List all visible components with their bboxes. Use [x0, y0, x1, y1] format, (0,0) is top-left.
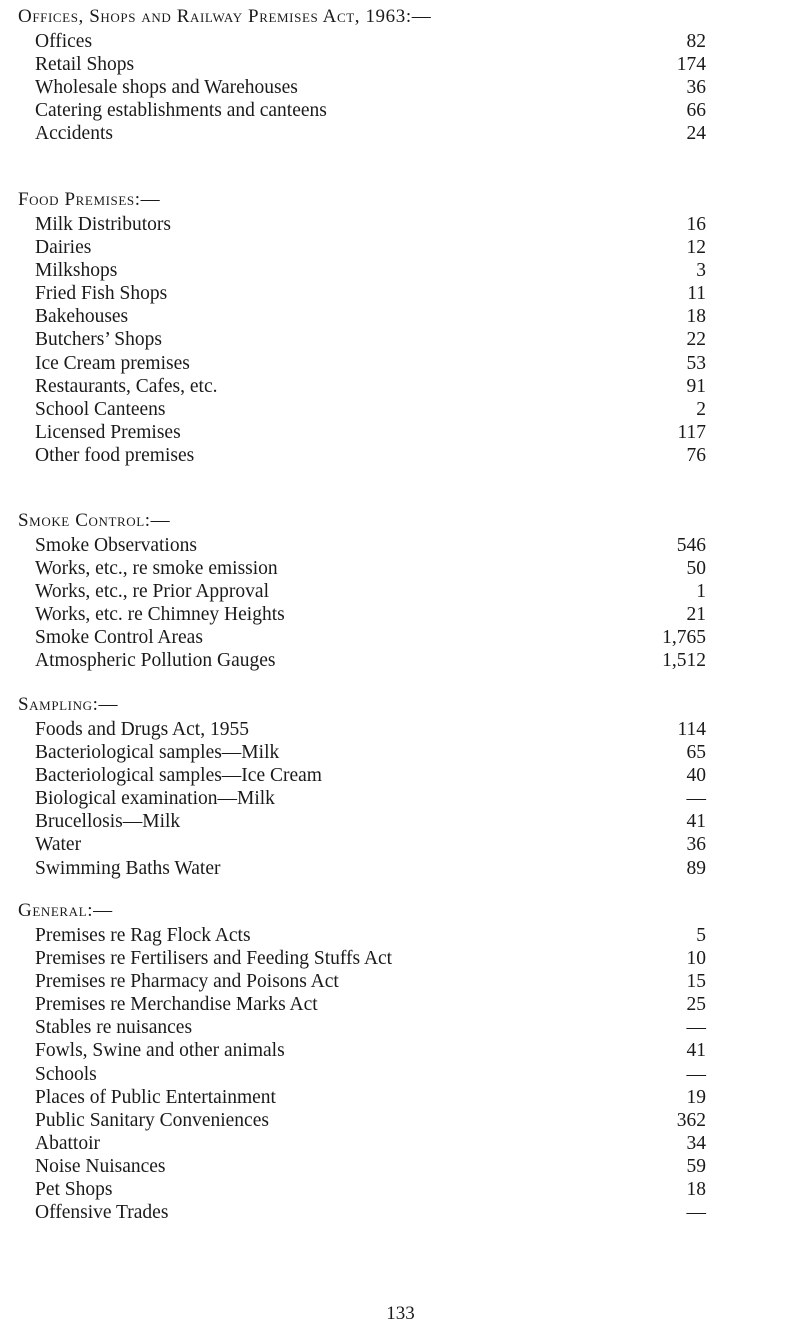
- row-label: Bakehouses: [35, 306, 129, 328]
- table-row: [18, 444, 718, 467]
- row-value: 36: [686, 77, 706, 99]
- row-label: School Canteens: [35, 398, 166, 420]
- row-value: 34: [686, 1132, 706, 1154]
- row-label: Premises re Merchandise Marks Act: [35, 994, 318, 1016]
- row-label: Works, etc., re smoke emission: [35, 558, 278, 580]
- row-value: 19: [686, 1086, 706, 1108]
- row-label: Premises re Pharmacy and Poisons Act: [35, 971, 339, 993]
- row-value: 36: [686, 834, 706, 856]
- table-row: [18, 718, 718, 741]
- table-row: [18, 833, 718, 856]
- table-row: [18, 1039, 718, 1062]
- row-label: Catering establishments and canteens: [35, 100, 327, 122]
- table-row: [18, 1155, 718, 1178]
- row-label: Butchers’ Shops: [35, 329, 162, 351]
- row-label: Restaurants, Cafes, etc.: [35, 375, 218, 397]
- table-row: [18, 580, 718, 603]
- row-label: Water: [35, 834, 82, 856]
- table-row: [18, 259, 718, 282]
- table-row: [18, 649, 718, 672]
- table-row: [18, 213, 718, 236]
- row-label: Brucellosis—Milk: [35, 811, 181, 833]
- row-value: 82: [686, 31, 706, 52]
- table-row: [18, 626, 718, 649]
- row-label: Smoke Observations: [35, 535, 197, 556]
- table-row: [18, 857, 718, 880]
- row-label: Premises re Fertilisers and Feeding Stuffs Act: [35, 948, 393, 970]
- table-row: [18, 282, 718, 305]
- row-label: Fried Fish Shops: [35, 283, 168, 305]
- row-value: 1,765: [662, 627, 706, 649]
- table-row: [18, 53, 718, 76]
- table-row: [18, 398, 718, 421]
- row-value: 18: [686, 306, 706, 328]
- table-row: [18, 1016, 718, 1039]
- row-label: Works, etc. re Chimney Heights: [35, 604, 285, 626]
- row-value: 91: [686, 375, 706, 397]
- section-heading: Food Premises:—: [18, 189, 161, 210]
- row-value: 21: [686, 604, 706, 626]
- table-row: [18, 603, 718, 626]
- row-value: 22: [686, 329, 706, 351]
- row-label: Atmospheric Pollution Gauges: [35, 650, 276, 672]
- row-label: Noise Nuisances: [35, 1155, 166, 1177]
- table-row: [18, 741, 718, 764]
- table-row: [18, 76, 718, 99]
- row-value: —: [686, 1063, 706, 1085]
- row-value: 53: [686, 352, 706, 374]
- row-label: Stables re nuisances: [35, 1017, 193, 1039]
- row-value: 16: [686, 214, 706, 235]
- table-row: [18, 787, 718, 810]
- row-value: 10: [686, 948, 706, 970]
- row-value: 5: [696, 925, 706, 946]
- row-label: Ice Cream premises: [35, 352, 190, 374]
- table-row: [18, 993, 718, 1016]
- section-general: [18, 898, 718, 1224]
- row-value: 40: [686, 765, 706, 787]
- row-label: Milkshops: [35, 260, 118, 282]
- table-row: [18, 1063, 718, 1086]
- row-label: Biological examination—Milk: [35, 788, 275, 810]
- row-value: 18: [686, 1179, 706, 1201]
- row-value: 2: [696, 398, 706, 420]
- row-value: 76: [686, 444, 706, 466]
- row-value: 89: [686, 857, 706, 879]
- row-label: Pet Shops: [35, 1179, 113, 1201]
- section-food-premises: [18, 187, 718, 467]
- row-value: 24: [686, 123, 706, 145]
- row-value: 1,512: [662, 650, 706, 672]
- row-label: Retail Shops: [35, 54, 135, 76]
- row-label: Foods and Drugs Act, 1955: [35, 719, 249, 740]
- row-value: 65: [686, 742, 706, 764]
- row-value: 15: [686, 971, 706, 993]
- row-value: 114: [677, 719, 706, 740]
- row-value: —: [686, 1202, 706, 1224]
- section-sampling: [18, 692, 718, 880]
- row-value: —: [686, 788, 706, 810]
- row-value: 12: [686, 237, 706, 259]
- row-label: Swimming Baths Water: [35, 857, 221, 879]
- section-heading: General:—: [18, 900, 113, 921]
- table-row: [18, 1201, 718, 1224]
- row-label: Offensive Trades: [35, 1202, 169, 1224]
- row-label: Wholesale shops and Warehouses: [35, 77, 298, 99]
- row-label: Accidents: [35, 123, 113, 145]
- row-label: Bacteriological samples—Ice Cream: [35, 765, 322, 787]
- row-label: Smoke Control Areas: [35, 627, 203, 649]
- row-label: Bacteriological samples—Milk: [35, 742, 280, 764]
- row-value: 66: [686, 100, 706, 122]
- row-value: 11: [687, 283, 706, 305]
- page-number: 133: [386, 1303, 415, 1324]
- row-label: Dairies: [35, 237, 92, 259]
- row-value: 41: [686, 1040, 706, 1062]
- table-row: [18, 352, 718, 375]
- row-label: Other food premises: [35, 444, 195, 466]
- row-value: 25: [686, 994, 706, 1016]
- table-row: [18, 764, 718, 787]
- table-row: [18, 557, 718, 580]
- table-row: [18, 328, 718, 351]
- table-row: [18, 1178, 718, 1201]
- table-row: [18, 947, 718, 970]
- row-label: Milk Distributors: [35, 214, 171, 235]
- table-row: [18, 421, 718, 444]
- table-row: [18, 810, 718, 833]
- table-row: [18, 1132, 718, 1155]
- section-offices-shops-railway: [18, 4, 718, 145]
- section-heading: Sampling:—: [18, 694, 119, 715]
- row-label: Works, etc., re Prior Approval: [35, 581, 269, 603]
- row-label: Offices: [35, 31, 93, 52]
- row-label: Premises re Rag Flock Acts: [35, 925, 251, 946]
- row-value: 546: [676, 535, 706, 556]
- table-row: [18, 30, 718, 53]
- table-row: [18, 375, 718, 398]
- row-value: 1: [696, 581, 706, 603]
- row-value: 117: [677, 421, 706, 443]
- row-label: Fowls, Swine and other animals: [35, 1040, 285, 1062]
- row-label: Places of Public Entertainment: [35, 1086, 276, 1108]
- table-row: [18, 236, 718, 259]
- row-value: 362: [676, 1109, 706, 1131]
- section-heading: Smoke Control:—: [18, 510, 171, 531]
- table-row: [18, 1086, 718, 1109]
- section-heading: Offices, Shops and Railway Premises Act, 1963:—: [18, 6, 432, 27]
- row-label: Abattoir: [35, 1132, 100, 1154]
- table-row: [18, 305, 718, 328]
- row-value: 3: [696, 260, 706, 282]
- table-row: [18, 970, 718, 993]
- table-row: [18, 1109, 718, 1132]
- table-row: [18, 99, 718, 122]
- table-row: [18, 122, 718, 145]
- row-value: —: [686, 1017, 706, 1039]
- row-value: 174: [676, 54, 706, 76]
- row-label: Licensed Premises: [35, 421, 181, 443]
- table-row: [18, 924, 718, 947]
- row-value: 59: [686, 1155, 706, 1177]
- row-label: Schools: [35, 1063, 97, 1085]
- table-row: [18, 534, 718, 557]
- row-label: Public Sanitary Conveniences: [35, 1109, 269, 1131]
- row-value: 41: [686, 811, 706, 833]
- row-value: 50: [686, 558, 706, 580]
- section-smoke-control: [18, 508, 718, 673]
